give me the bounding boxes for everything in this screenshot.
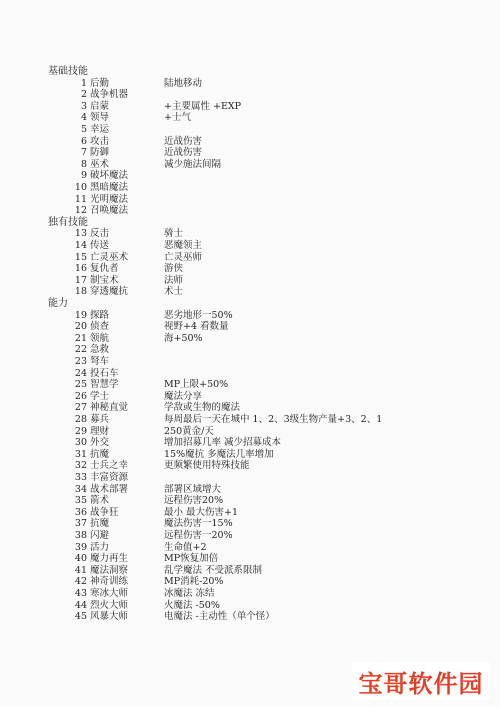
skill-number: 4 (80, 112, 87, 124)
skill-number: 11 (74, 193, 87, 205)
skill-name: 领航 (90, 332, 110, 344)
skill-number: 16 (74, 263, 87, 275)
skill-name: 魔法洞察 (90, 564, 129, 576)
skill-number: 41 (74, 564, 87, 576)
skill-row (0, 576, 450, 588)
skill-row (0, 402, 450, 414)
skill-name: 士兵之幸 (90, 460, 129, 472)
skill-row (0, 495, 450, 507)
skill-description: +主要属性 +EXP (164, 100, 242, 112)
skill-number: 25 (74, 379, 87, 391)
skill-name: 幸运 (90, 124, 110, 135)
skill-name: 穿透魔抗 (90, 286, 129, 298)
skill-name: 攻击 (90, 135, 110, 147)
skill-description: 海+50% (164, 332, 203, 344)
skill-row (0, 182, 450, 194)
skill-row (0, 286, 450, 298)
skill-name: 魔力再生 (90, 553, 129, 565)
skill-number: 9 (80, 170, 87, 182)
skill-row (0, 379, 450, 391)
skill-row (0, 368, 450, 380)
skill-number: 17 (74, 274, 87, 286)
skill-name: 理财 (90, 425, 110, 437)
skill-row (0, 147, 450, 159)
skill-number: 43 (74, 588, 87, 599)
section-heading: 基础技能 (48, 66, 88, 77)
skill-name: 神奇训练 (90, 576, 129, 588)
skill-description: 增加招募几率 减少招募成本 (164, 437, 282, 449)
skill-row (0, 205, 450, 217)
skill-row (0, 136, 450, 148)
skill-number: 26 (74, 390, 87, 402)
skill-name: 光明魔法 (90, 193, 129, 205)
skill-row (0, 275, 450, 287)
skill-row (0, 553, 450, 565)
skill-description: 法师 (164, 274, 184, 286)
skill-number: 13 (74, 228, 87, 240)
skill-number: 5 (80, 124, 87, 135)
skill-name: 制宝术 (90, 274, 119, 286)
skill-name: 智慧学 (90, 379, 119, 391)
skill-row (0, 89, 450, 101)
skill-description: 魔法分享 (164, 390, 203, 402)
skill-row (0, 321, 450, 333)
skill-description: 远程伤害20% (164, 495, 224, 507)
skill-number: 3 (80, 100, 87, 112)
skill-name: 神秘直觉 (90, 402, 129, 414)
skill-name: 战术部署 (90, 483, 129, 495)
skill-row (0, 240, 450, 252)
skill-number: 6 (80, 135, 87, 147)
skill-number: 29 (74, 425, 87, 437)
skill-name: 急救 (90, 344, 110, 356)
skill-row (0, 600, 450, 612)
skill-description: 视野+4 看数量 (164, 321, 229, 333)
skill-name: 风暴大师 (90, 611, 129, 623)
skill-number: 34 (74, 483, 87, 495)
skill-name: 领导 (90, 112, 110, 124)
skill-description: 冰魔法 冻结 (164, 588, 215, 599)
skill-number: 15 (74, 251, 87, 263)
skill-name: 防御 (90, 147, 110, 159)
watermark-logo (352, 662, 490, 700)
skill-number: 21 (74, 332, 87, 344)
skill-row (0, 228, 450, 240)
skill-name: 活力 (90, 541, 110, 553)
skill-row (0, 611, 450, 623)
skill-number: 44 (74, 599, 87, 611)
skill-number: 2 (80, 89, 87, 101)
skill-row (0, 101, 450, 113)
skill-description: 亡灵巫师 (164, 251, 203, 263)
skill-row (0, 530, 450, 542)
skill-name: 投石车 (90, 367, 119, 379)
skill-name: 战争狂 (90, 506, 119, 518)
skill-name: 募兵 (90, 414, 110, 425)
skill-description: 部署区域增大 (164, 483, 222, 495)
skill-description: MP上限+50% (164, 379, 229, 391)
skill-row (0, 263, 450, 275)
skill-number: 1 (80, 77, 87, 89)
skill-number: 18 (74, 286, 87, 298)
skill-number: 24 (74, 367, 87, 379)
skill-description: 电魔法 -主动性（单个怪） (164, 611, 275, 623)
section-heading: 能力 (48, 298, 68, 309)
skill-number: 45 (74, 611, 87, 623)
skill-number: 37 (74, 518, 87, 530)
skill-number: 7 (80, 147, 87, 159)
skill-name: 召唤魔法 (90, 205, 129, 217)
skill-row (0, 518, 450, 530)
skill-description: 生命值+2 (164, 541, 207, 553)
skill-name: 侦查 (90, 321, 110, 333)
skill-name: 传送 (90, 240, 110, 251)
skill-description: 250黄金/天 (164, 425, 214, 437)
skill-row (0, 507, 450, 519)
skill-name: 抗魔 (90, 518, 110, 530)
skill-number: 10 (74, 182, 87, 193)
skill-description: 骑士 (164, 228, 184, 240)
skill-description: 恶劣地形一50% (164, 309, 233, 321)
skill-row (0, 437, 450, 449)
skill-row (0, 310, 450, 322)
skill-name: 箭术 (90, 495, 110, 507)
skill-number: 20 (74, 321, 87, 333)
watermark-text: 宝哥软件园 (358, 669, 484, 698)
skill-name: 后勤 (90, 77, 110, 89)
skill-name: 闪避 (90, 530, 110, 541)
skill-row (0, 449, 450, 461)
skill-name: 复仇者 (90, 263, 119, 275)
skill-name: 破坏魔法 (90, 170, 129, 182)
skill-name: 启蒙 (90, 100, 110, 112)
skill-description: 近战伤害 (164, 147, 203, 159)
skill-number: 31 (74, 448, 87, 460)
skill-number: 23 (74, 356, 87, 367)
skill-name: 巫术 (90, 158, 110, 170)
skill-row (0, 588, 450, 600)
skill-row (0, 472, 450, 484)
skill-number: 8 (80, 158, 87, 170)
skill-number: 28 (74, 414, 87, 425)
skill-number: 40 (74, 553, 87, 565)
skill-number: 35 (74, 495, 87, 507)
skill-name: 外交 (90, 437, 110, 449)
skill-number: 27 (74, 402, 87, 414)
skill-number: 36 (74, 506, 87, 518)
skill-number: 22 (74, 344, 87, 356)
skill-row (0, 194, 450, 206)
skill-row (0, 542, 450, 554)
skill-number: 14 (74, 240, 87, 251)
skill-row (0, 333, 450, 345)
skill-name: 亡灵巫术 (90, 251, 129, 263)
skill-name: 烈火大师 (90, 599, 129, 611)
skill-description: 游侠 (164, 263, 184, 275)
skill-row (0, 170, 450, 182)
skill-number: 12 (74, 205, 87, 217)
skill-description: 陆地移动 (164, 77, 203, 89)
skill-description: 火魔法 -50% (164, 599, 220, 611)
skill-name: 黑暗魔法 (90, 182, 129, 193)
skill-row (0, 414, 450, 426)
skill-description: 乱学魔法 不受派系限制 (164, 564, 263, 576)
skill-description: 远程伤害一20% (164, 530, 233, 541)
skill-description: 近战伤害 (164, 135, 203, 147)
skill-description: 最小 最大伤害+1 (164, 506, 239, 518)
skill-description: MP恢复加倍 (164, 553, 219, 565)
skill-description: +士气 (164, 112, 191, 124)
skill-row (0, 426, 450, 438)
skill-name: 反击 (90, 228, 110, 240)
skill-name: 探路 (90, 309, 110, 321)
skill-row (0, 391, 450, 403)
skill-description: MP消耗-20% (164, 576, 224, 588)
skill-row (0, 565, 450, 577)
skill-row (0, 124, 450, 136)
skill-name: 寒冰大师 (90, 588, 129, 599)
skill-number: 38 (74, 530, 87, 541)
skill-description: 学敌或生物的魔法 (164, 402, 241, 414)
skill-number: 32 (74, 460, 87, 472)
skill-row (0, 159, 450, 171)
skill-description: 减少施法间隔 (164, 158, 222, 170)
skill-row (0, 460, 450, 472)
skill-description: 恶魔领主 (164, 240, 203, 251)
skill-row (0, 356, 450, 368)
skill-number: 33 (74, 472, 87, 483)
skill-row (0, 484, 450, 496)
skill-row (0, 344, 450, 356)
skill-number: 19 (74, 309, 87, 321)
skill-description: 每周最后一天在城中 1、2、3级生物产量+3、2、1 (164, 414, 383, 425)
skill-name: 学士 (90, 390, 110, 402)
skill-description: 15%魔抗 多魔法几率增加 (164, 448, 274, 460)
skill-number: 30 (74, 437, 87, 449)
skill-row (0, 78, 450, 90)
skill-description: 魔法伤害一15% (164, 518, 233, 530)
skill-description: 术士 (164, 286, 184, 298)
skill-name: 弩车 (90, 356, 110, 367)
skill-number: 42 (74, 576, 87, 588)
skill-number: 39 (74, 541, 87, 553)
skill-name: 丰富资源 (90, 472, 129, 483)
skill-name: 抗魔 (90, 448, 110, 460)
section-heading: 独有技能 (48, 216, 88, 228)
skill-description: 更频繁使用特殊技能 (164, 460, 250, 472)
skill-name: 战争机器 (90, 89, 129, 101)
skill-row (0, 112, 450, 124)
skill-row (0, 252, 450, 264)
